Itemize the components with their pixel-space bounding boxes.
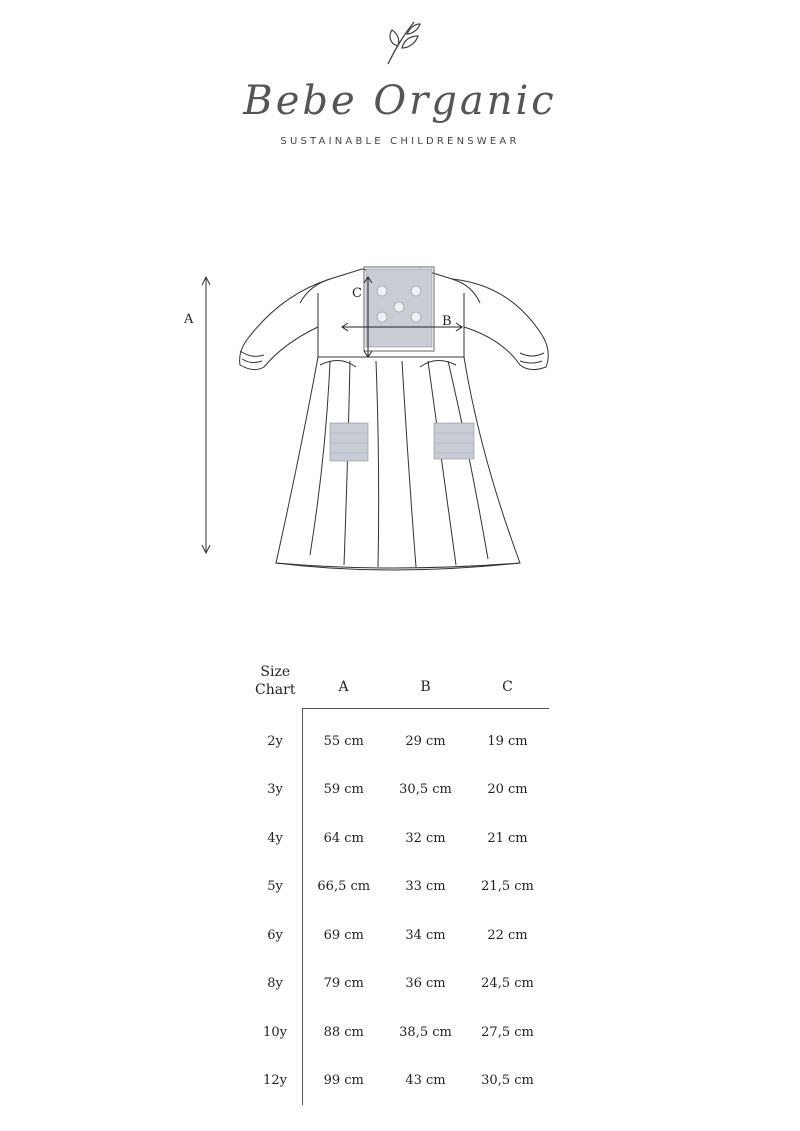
brand-name: Bebe Organic (243, 78, 557, 124)
row-size: 12y (248, 1057, 303, 1106)
right-pocket (434, 423, 474, 459)
cell-c: 27,5 cm (481, 1024, 534, 1040)
cell-c: 21,5 cm (481, 879, 534, 895)
table-row (248, 960, 549, 1009)
row-size: 6y (248, 911, 303, 960)
cell-b: 43 cm (405, 1073, 446, 1089)
column-header-b: B (385, 654, 467, 709)
cell-a: 59 cm (323, 782, 364, 798)
cell-a: 79 cm (323, 976, 364, 992)
table-row (248, 863, 549, 912)
table-row (248, 1057, 549, 1106)
label-a: A (184, 312, 194, 327)
cell-b: 30,5 cm (399, 782, 452, 798)
table-row (248, 911, 549, 960)
cell-a: 99 cm (323, 1073, 364, 1089)
row-size: 10y (248, 1008, 303, 1057)
column-header-a: A (303, 654, 385, 709)
cell-c: 24,5 cm (481, 976, 534, 992)
cell-c: 19 cm (487, 733, 528, 749)
row-size: 4y (248, 814, 303, 863)
row-size: 2y (248, 709, 303, 766)
cell-b: 29 cm (405, 733, 446, 749)
table-row (248, 766, 549, 815)
left-pocket (330, 423, 368, 461)
row-size: 3y (248, 766, 303, 815)
table-row (248, 1008, 549, 1057)
dress-illustration (180, 255, 600, 595)
cell-b: 34 cm (405, 927, 446, 943)
cell-a: 69 cm (323, 927, 364, 943)
label-b: B (442, 314, 452, 329)
size-chart-table (248, 654, 549, 1105)
size-chart-corner-line1: Size (260, 664, 291, 681)
size-chart-header-row (248, 654, 549, 709)
brand-tagline: SUSTAINABLE CHILDRENSWEAR (280, 136, 520, 147)
table-row (248, 814, 549, 863)
column-header-c: C (467, 654, 549, 709)
cell-b: 33 cm (405, 879, 446, 895)
cell-b: 36 cm (405, 976, 446, 992)
cell-b: 38,5 cm (399, 1024, 452, 1040)
cell-a: 64 cm (323, 830, 364, 846)
cell-c: 22 cm (487, 927, 528, 943)
leaf-sprig-icon (380, 18, 424, 66)
size-chart-corner-line2: Chart (255, 682, 296, 699)
row-size: 8y (248, 960, 303, 1009)
size-chart-corner (248, 654, 303, 709)
row-size: 5y (248, 863, 303, 912)
table-row (248, 709, 549, 766)
cell-c: 20 cm (487, 782, 528, 798)
cell-b: 32 cm (405, 830, 446, 846)
cell-c: 21 cm (487, 830, 528, 846)
cell-a: 66,5 cm (317, 879, 371, 895)
cell-a: 88 cm (323, 1024, 364, 1040)
cell-a: 55 cm (323, 733, 364, 749)
label-c: C (352, 286, 362, 301)
cell-c: 30,5 cm (481, 1073, 534, 1089)
